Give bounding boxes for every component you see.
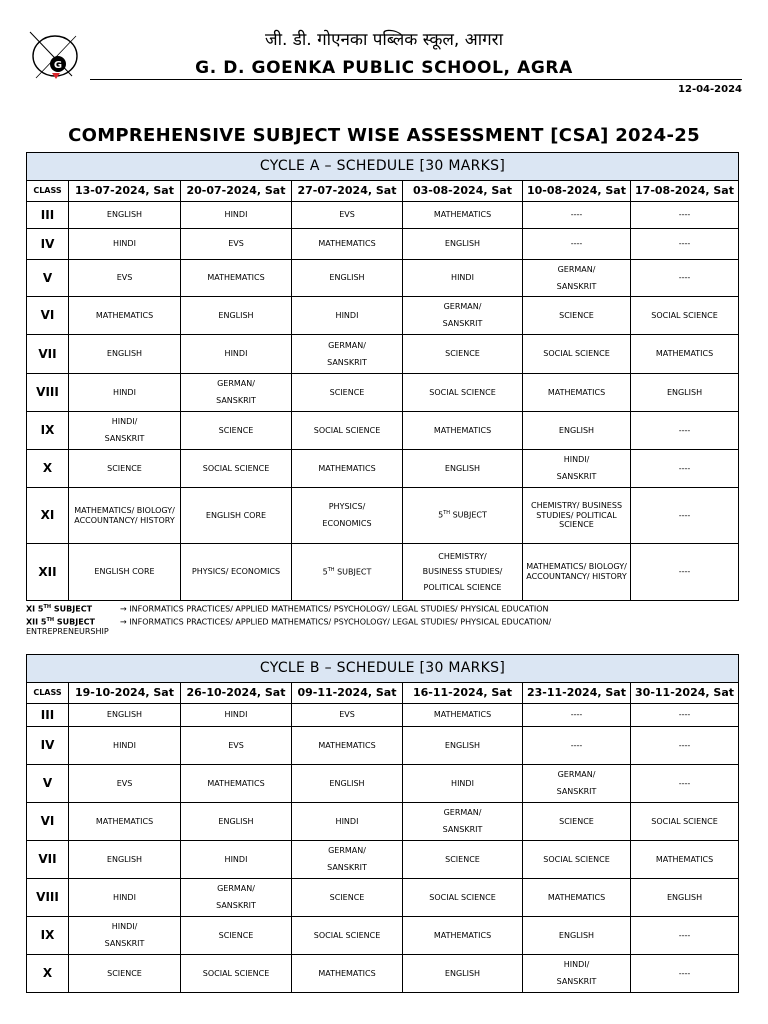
subject-cell: ---- (523, 704, 631, 727)
subject-cell: ---- (631, 955, 739, 993)
subject-cell: HINDI (181, 841, 292, 879)
subject-cell: ---- (523, 229, 631, 260)
xii-fifth-subject-note (26, 615, 746, 628)
subject-cell: SOCIAL SCIENCE (292, 412, 403, 450)
subject-cell: HINDI (69, 229, 181, 260)
date-header: 30-11-2024, Sat (631, 683, 739, 704)
table-row (27, 765, 739, 803)
table-row (27, 335, 739, 374)
subject-cell: ENGLISH (631, 879, 739, 917)
subject-cell: PHYSICS/ ECONOMICS (181, 544, 292, 601)
table-row (27, 412, 739, 450)
table-row (27, 297, 739, 335)
subject-cell: GERMAN/ SANSKRIT (523, 765, 631, 803)
class-label: V (27, 765, 69, 803)
subject-cell: HINDI/ SANSKRIT (69, 917, 181, 955)
subject-cell: SCIENCE (292, 879, 403, 917)
xi-fifth-subject-note (26, 602, 746, 615)
xi-note-label: XI 5TH SUBJECT (26, 604, 93, 614)
subject-cell: ENGLISH (403, 229, 523, 260)
subject-cell: ---- (631, 260, 739, 297)
subject-cell: ENGLISH (181, 803, 292, 841)
subject-cell: ---- (631, 450, 739, 488)
table-row (27, 704, 739, 727)
table-row (27, 917, 739, 955)
subject-cell: HINDI/ SANSKRIT (69, 412, 181, 450)
date-header: 09-11-2024, Sat (292, 683, 403, 704)
subject-cell: GERMAN/ SANSKRIT (181, 374, 292, 412)
subject-cell: EVS (69, 260, 181, 297)
subject-cell: MATHEMATICS (631, 335, 739, 374)
subject-cell: ENGLISH (181, 297, 292, 335)
subject-cell: ---- (631, 704, 739, 727)
fifth-subject-notes (26, 602, 746, 637)
table-row (27, 450, 739, 488)
subject-cell: MATHEMATICS (523, 374, 631, 412)
table-row (27, 229, 739, 260)
class-label: VII (27, 335, 69, 374)
table-row (27, 202, 739, 229)
header-divider (90, 79, 742, 80)
subject-cell: SCIENCE (523, 803, 631, 841)
date-header: 26-10-2024, Sat (181, 683, 292, 704)
subject-cell: ---- (631, 229, 739, 260)
subject-cell: ENGLISH CORE (69, 544, 181, 601)
subject-cell: ENGLISH (523, 412, 631, 450)
subject-cell: HINDI (403, 765, 523, 803)
table-row (27, 260, 739, 297)
subject-cell: MATHEMATICS (523, 879, 631, 917)
subject-cell: ENGLISH (403, 955, 523, 993)
date-header: 03-08-2024, Sat (403, 181, 523, 202)
subject-cell: ---- (631, 765, 739, 803)
subject-cell: GERMAN/ SANSKRIT (181, 879, 292, 917)
subject-cell: EVS (69, 765, 181, 803)
subject-cell: EVS (292, 202, 403, 229)
date-header: 23-11-2024, Sat (523, 683, 631, 704)
class-column-header: CLASS (27, 181, 69, 202)
subject-cell: SCIENCE (403, 335, 523, 374)
subject-cell: MATHEMATICS (69, 803, 181, 841)
cycle-b-title: CYCLE B – SCHEDULE [30 MARKS] (27, 655, 739, 683)
subject-cell: ENGLISH CORE (181, 488, 292, 544)
table-row (27, 544, 739, 601)
table-row (27, 955, 739, 993)
subject-cell: EVS (292, 704, 403, 727)
date-header: 13-07-2024, Sat (69, 181, 181, 202)
subject-cell: 5TH SUBJECT (403, 488, 523, 544)
subject-cell: ENGLISH (69, 841, 181, 879)
subject-cell: ENGLISH (292, 260, 403, 297)
subject-cell: MATHEMATICS (403, 917, 523, 955)
subject-cell: HINDI (181, 202, 292, 229)
subject-cell: ---- (631, 544, 739, 601)
subject-cell: HINDI (181, 704, 292, 727)
class-label: XI (27, 488, 69, 544)
table-row (27, 488, 739, 544)
subject-cell: ENGLISH (292, 765, 403, 803)
logo-letter: G (53, 60, 63, 71)
subject-cell: SCIENCE (69, 955, 181, 993)
subject-cell: GERMAN/ SANSKRIT (403, 803, 523, 841)
subject-cell: GERMAN/ SANSKRIT (403, 297, 523, 335)
subject-cell: SOCIAL SCIENCE (403, 374, 523, 412)
class-label: VI (27, 297, 69, 335)
xii-note-label: XII 5TH SUBJECT (26, 616, 96, 627)
page-title: COMPREHENSIVE SUBJECT WISE ASSESSMENT [CSA] 2024-25 (68, 125, 700, 146)
subject-cell: MATHEMATICS (403, 202, 523, 229)
class-label: VIII (27, 374, 69, 412)
subject-cell: ---- (631, 488, 739, 544)
cycle-b-date-header (27, 683, 739, 704)
subject-cell: ENGLISH (523, 917, 631, 955)
subject-cell: SCIENCE (523, 297, 631, 335)
subject-cell: ---- (523, 727, 631, 765)
date-header: 10-08-2024, Sat (523, 181, 631, 202)
subject-cell: HINDI (292, 803, 403, 841)
subject-cell: HINDI (69, 727, 181, 765)
class-label: X (27, 955, 69, 993)
subject-cell: ---- (631, 917, 739, 955)
subject-cell: HINDI (403, 260, 523, 297)
xii-note-text-continued: ENTREPRENEURSHIP (26, 627, 109, 637)
subject-cell: SCIENCE (69, 450, 181, 488)
subject-cell: SOCIAL SCIENCE (631, 297, 739, 335)
subject-cell: MATHEMATICS/ BIOLOGY/ ACCOUNTANCY/ HISTORY (69, 488, 181, 544)
table-row (27, 879, 739, 917)
subject-cell: ---- (631, 202, 739, 229)
table-row (27, 727, 739, 765)
class-label: V (27, 260, 69, 297)
subject-cell: CHEMISTRY/ BUSINESS STUDIES/ POLITICAL SCIENCE (523, 488, 631, 544)
subject-cell: EVS (181, 727, 292, 765)
subject-cell: SCIENCE (181, 917, 292, 955)
subject-cell: SOCIAL SCIENCE (631, 803, 739, 841)
xi-note-text: → INFORMATICS PRACTICES/ APPLIED MATHEMATICS/ PSYCHOLOGY/ LEGAL STUDIES/ PHYSICAL EDUCATION (120, 604, 549, 614)
class-label: IX (27, 412, 69, 450)
subject-cell: MATHEMATICS (292, 955, 403, 993)
date-header: 20-07-2024, Sat (181, 181, 292, 202)
cycle-a-schedule-table (26, 152, 739, 601)
class-column-header: CLASS (27, 683, 69, 704)
subject-cell: SOCIAL SCIENCE (403, 879, 523, 917)
subject-cell: SOCIAL SCIENCE (523, 841, 631, 879)
subject-cell: HINDI (69, 374, 181, 412)
subject-cell: MATHEMATICS (292, 229, 403, 260)
class-label: IV (27, 727, 69, 765)
subject-cell: SOCIAL SCIENCE (181, 450, 292, 488)
subject-cell: ENGLISH (69, 704, 181, 727)
subject-cell: ENGLISH (69, 335, 181, 374)
subject-cell: MATHEMATICS (181, 260, 292, 297)
subject-cell: GERMAN/ SANSKRIT (292, 335, 403, 374)
subject-cell: SCIENCE (403, 841, 523, 879)
class-label: VI (27, 803, 69, 841)
subject-cell: MATHEMATICS (403, 412, 523, 450)
subject-cell: MATHEMATICS (403, 704, 523, 727)
cycle-b-body (27, 704, 739, 993)
subject-cell: SOCIAL SCIENCE (523, 335, 631, 374)
subject-cell: GERMAN/ SANSKRIT (523, 260, 631, 297)
subject-cell: MATHEMATICS (292, 450, 403, 488)
subject-cell: HINDI/ SANSKRIT (523, 955, 631, 993)
subject-cell: SOCIAL SCIENCE (292, 917, 403, 955)
subject-cell: MATHEMATICS/ BIOLOGY/ ACCOUNTANCY/ HISTORY (523, 544, 631, 601)
subject-cell: GERMAN/ SANSKRIT (292, 841, 403, 879)
class-label: IX (27, 917, 69, 955)
class-label: III (27, 202, 69, 229)
subject-cell: ENGLISH (69, 202, 181, 229)
table-row (27, 803, 739, 841)
class-label: III (27, 704, 69, 727)
subject-cell: EVS (181, 229, 292, 260)
subject-cell: 5TH SUBJECT (292, 544, 403, 601)
school-name-hindi: जी. डी. गोएनका पब्लिक स्कूल, आगरा (264, 30, 504, 50)
subject-cell: SCIENCE (181, 412, 292, 450)
class-label: VIII (27, 879, 69, 917)
subject-cell: SOCIAL SCIENCE (181, 955, 292, 993)
table-row (27, 841, 739, 879)
subject-cell: MATHEMATICS (292, 727, 403, 765)
school-name-english: G. D. GOENKA PUBLIC SCHOOL, AGRA (195, 58, 573, 78)
page-header (0, 0, 768, 110)
date-header: 19-10-2024, Sat (69, 683, 181, 704)
subject-cell: ---- (523, 202, 631, 229)
subject-cell: ---- (631, 727, 739, 765)
class-label: X (27, 450, 69, 488)
table-row (27, 374, 739, 412)
cycle-a-body (27, 202, 739, 601)
document-date: 12-04-2024 (678, 84, 742, 95)
class-label: XII (27, 544, 69, 601)
class-label: VII (27, 841, 69, 879)
subject-cell: MATHEMATICS (631, 841, 739, 879)
subject-cell: HINDI (69, 879, 181, 917)
cycle-a-date-header (27, 181, 739, 202)
cycle-a-title: CYCLE A – SCHEDULE [30 MARKS] (27, 153, 739, 181)
date-header: 17-08-2024, Sat (631, 181, 739, 202)
cycle-b-schedule-table (26, 654, 739, 993)
subject-cell: SCIENCE (292, 374, 403, 412)
subject-cell: PHYSICS/ ECONOMICS (292, 488, 403, 544)
subject-cell: ENGLISH (403, 727, 523, 765)
subject-cell: HINDI (292, 297, 403, 335)
subject-cell: ENGLISH (403, 450, 523, 488)
subject-cell: MATHEMATICS (181, 765, 292, 803)
subject-cell: CHEMISTRY/ BUSINESS STUDIES/ POLITICAL SCIENCE (403, 544, 523, 601)
subject-cell: HINDI (181, 335, 292, 374)
class-label: IV (27, 229, 69, 260)
date-header: 16-11-2024, Sat (403, 683, 523, 704)
subject-cell: HINDI/ SANSKRIT (523, 450, 631, 488)
subject-cell: ---- (631, 412, 739, 450)
date-header: 27-07-2024, Sat (292, 181, 403, 202)
subject-cell: ENGLISH (631, 374, 739, 412)
xii-note-text: → INFORMATICS PRACTICES/ APPLIED MATHEMATICS/ PSYCHOLOGY/ LEGAL STUDIES/ PHYSICAL EDUCATION/ (120, 617, 552, 627)
subject-cell: MATHEMATICS (69, 297, 181, 335)
